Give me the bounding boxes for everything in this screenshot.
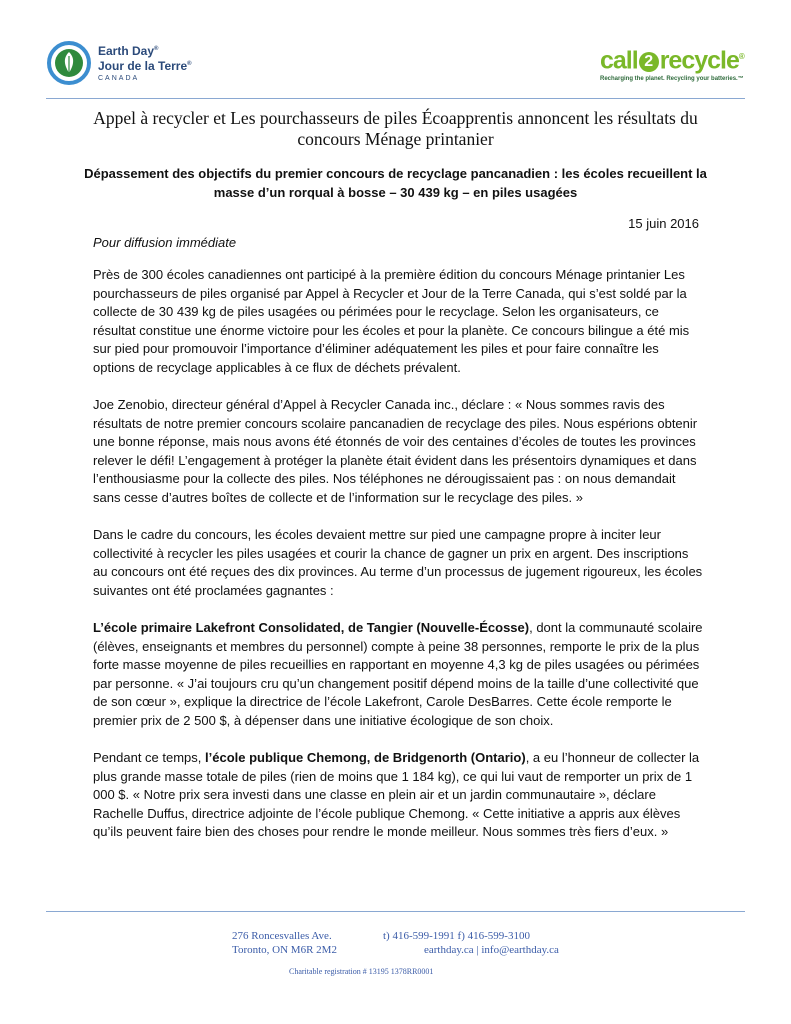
- registered-mark: ®: [738, 52, 744, 61]
- address-city: Toronto, ON M6R 2M2: [232, 944, 337, 956]
- registered-mark: ®: [154, 46, 159, 52]
- footer-divider: [46, 911, 745, 912]
- winner-lakefront-text: , dont la communauté scolaire (élèves, enseignants et membres du personnel) compte à peine 38 personnes, remporte le prix de la plus forte masse moyenne de piles recueillies en rapportant en moyenne 4,3 kg de piles usagées ou périmées par personne. « J’ai toujours cru qu’un changement positif dépend moins de la taille d’une collectivité que de son cœur », explique la directrice de l’école Lakefront, Carole DesBarres. Cette école remporte le premier prix de 2 500 $, à dépenser dans une initiative écologique de son choix.: [93, 620, 703, 728]
- paragraph-quote-zenobio: Joe Zenobio, directeur général d’Appel à Recycler Canada inc., déclare : « Nous sommes ravis des résultats de notre premier concours scolaire pancanadien de recyclage des piles. Nous espérions obtenir une bonne réponse, mais nous avons été étonnés de voir des centaines d’écoles de toutes les provinces relever le défi! L’engagement à protéger la planète était évident dans les présentoirs dynamiques et dans l’enthousiasme pour la collecte des piles. Nos téléphones ne dérougissaient pas : on nous demandait sans cesse d’autres boîtes de collecte et de l’information sur le recyclage des piles. »: [93, 397, 698, 505]
- winner-chemong-text: , a eu l’honneur de collecter la plus grande masse totale de piles (rien de moins que 1 184 kg), ce qui lui vaut de remporter un prix de 1 000 $. « Notre prix sera investi dans une classe en plein air et un jardin communautaire », déclare Rachelle Duffus, directrice adjointe de l’école publique Chemong. « Cette initiative a appris aux élèves qu’ils peuvent faire bien des choses pour rendre le monde meilleur. Nous sommes très fiers d’eux. »: [93, 750, 700, 839]
- charitable-registration: Charitable registration # 13195 1378RR0001: [289, 967, 434, 976]
- winner-chemong-intro: Pendant ce temps,: [93, 750, 206, 765]
- earth-day-leaf-icon: [46, 40, 92, 86]
- press-release-body: [93, 266, 703, 861]
- trademark-mark: ™: [737, 76, 744, 83]
- call2recycle-tagline: Recharging the planet. Recycling your batteries.: [600, 76, 738, 83]
- call2recycle-wordmark: [600, 44, 748, 73]
- address-street: 276 Roncesvalles Ave.: [232, 930, 332, 942]
- contact-phone-fax: t) 416-599-1991 f) 416-599-3100: [383, 930, 530, 942]
- paragraph-winner-chemong: [93, 749, 703, 842]
- jour-de-la-terre-name: Jour de la Terre: [98, 59, 188, 73]
- earth-day-country: CANADA: [98, 75, 140, 82]
- press-release-title: Appel à recycler et Les pourchasseurs de piles Écoapprentis annoncent les résultats du concours Ménage printanier: [93, 108, 698, 149]
- registered-mark: ®: [187, 61, 192, 67]
- call2recycle-part-recycle: recycle: [659, 46, 739, 75]
- call2recycle-logo: [600, 44, 748, 84]
- winner-chemong-name: l’école publique Chemong, de Bridgenorth (Ontario): [205, 750, 526, 765]
- call2recycle-two-badge: 2: [639, 52, 659, 72]
- footer-address: [232, 929, 337, 957]
- call2recycle-part-call: call: [600, 46, 638, 75]
- winner-lakefront-name: L’école primaire Lakefront Consolidated, de Tangier (Nouvelle-Écosse): [93, 620, 530, 635]
- paragraph-intro: Près de 300 écoles canadiennes ont participé à la première édition du concours Ménage printanier Les pourchasseurs de piles organisé par Appel à Recycler et Jour de la Terre Canada, qui s’est soldé par la collecte de 30 439 kg de piles usagées ou périmées pour le recyclage. Selon les organisateurs, ce résultat constitue une énorme victoire pour les écoles et pour la planète. Ce concours bilingue a été mis sur pied pour promouvoir l’importance d’éliminer adéquatement les piles et pour faire connaître les options de recyclage applicables à ce flux de déchets prévalent.: [93, 267, 690, 375]
- release-label: Pour diffusion immédiate: [93, 235, 237, 250]
- contact-web-email: earthday.ca | info@earthday.ca: [424, 944, 559, 956]
- footer-contact: [383, 929, 559, 957]
- release-date: 15 juin 2016: [628, 216, 699, 231]
- header-divider: [46, 98, 745, 99]
- earth-day-name: Earth Day: [98, 44, 155, 58]
- earth-day-logo: [46, 40, 196, 90]
- paragraph-winner-lakefront: [93, 619, 703, 730]
- paragraph-contest-rules: Dans le cadre du concours, les écoles devaient mettre sur pied une campagne propre à inciter leur collectivité à recycler les piles usagées et courir la chance de gagner un prix en argent. Des inscriptions au concours ont été reçues des dix provinces. Au terme d’un processus de jugement rigoureux, les écoles suivantes ont été proclamées gagnantes :: [93, 527, 703, 598]
- letterhead: [0, 0, 791, 100]
- earth-day-wordmark: [98, 43, 192, 82]
- press-release-subtitle: Dépassement des objectifs du premier concours de recyclage pancanadien : les écoles recueillent la masse d’un rorqual à bosse – 30 439 kg – en piles usagées: [84, 166, 707, 200]
